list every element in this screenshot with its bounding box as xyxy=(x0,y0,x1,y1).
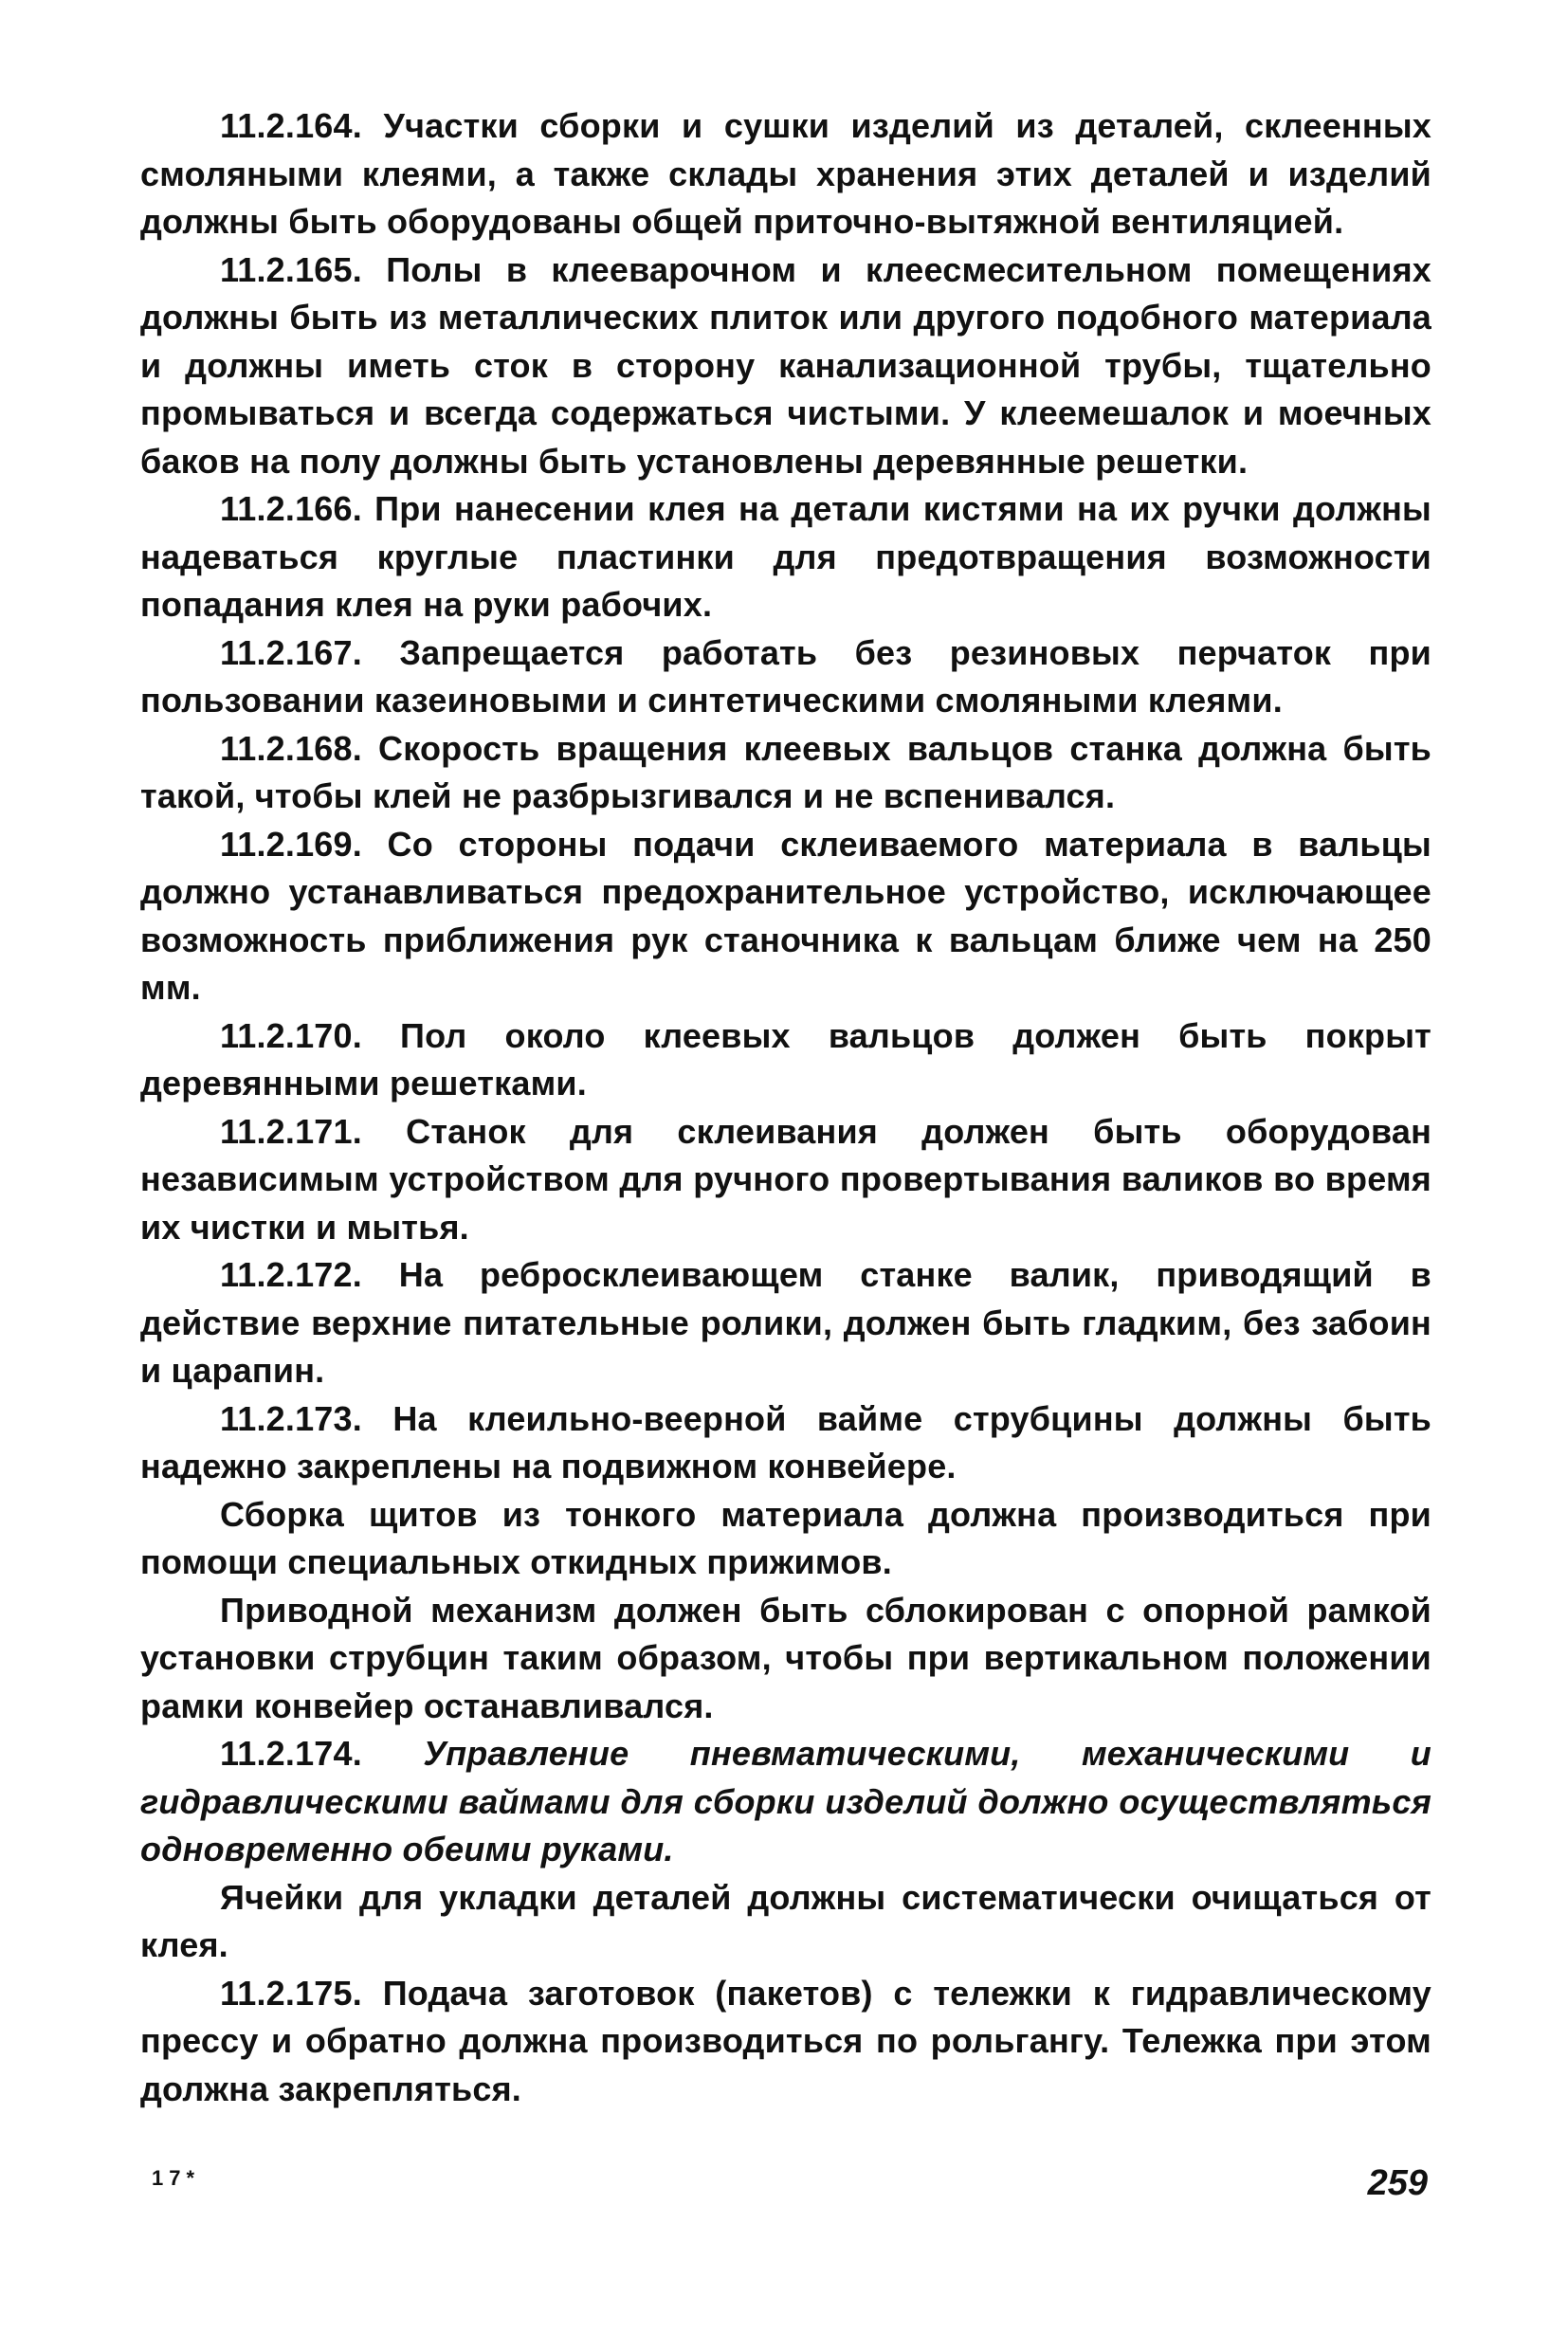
clause-text: Со стороны подачи склеиваемого материала в вальцы должно устанавливаться предохранительное устройство, исключающее возможность приближения рук станочника к вальцам ближе чем на 250 мм. xyxy=(140,824,1431,1007)
paragraph-11-2-167 xyxy=(140,629,1431,725)
clause-number: 11.2.171. xyxy=(220,1111,362,1151)
paragraph-11-2-168 xyxy=(140,725,1431,821)
clause-text: Станок для склеивания должен быть оборудован независимым устройством для ручного провертывания валиков во время их чистки и мытья. xyxy=(140,1111,1432,1247)
clause-number: 11.2.166. xyxy=(220,489,362,528)
clause-number: 11.2.173. xyxy=(220,1398,362,1438)
paragraph-11-2-165 xyxy=(140,246,1431,486)
clause-number: 11.2.170. xyxy=(220,1015,362,1055)
clause-number: 11.2.169. xyxy=(220,824,362,864)
clause-text: На клеильно-веерной вайме струбцины должны быть надежно закреплены на подвижном конвейере. xyxy=(140,1398,1431,1485)
paragraph-drive-mechanism xyxy=(140,1587,1431,1731)
clause-number: 11.2.167. xyxy=(220,632,362,672)
clause-text: Участки сборки и сушки изделий из деталей, склеенных смоляными клеями, а также склады хранения этих деталей и изделий должны быть оборудованы общей приточно-вытяжной вентиляцией. xyxy=(140,106,1431,241)
paragraph-11-2-173 xyxy=(140,1395,1431,1491)
paragraph-11-2-174 xyxy=(140,1730,1431,1874)
clause-number: 11.2.165. xyxy=(220,249,362,289)
clause-number: 11.2.168. xyxy=(220,728,362,768)
paragraph-11-2-169 xyxy=(140,821,1431,1012)
clause-text: Скорость вращения клеевых вальцов станка должна быть такой, чтобы клей не разбрызгивался и не вспенивался. xyxy=(140,728,1431,815)
clause-number: 11.2.172. xyxy=(220,1255,362,1294)
body-text xyxy=(140,102,1431,2113)
clause-text: При нанесении клея на детали кистями на их ручки должны надеваться круглые пластинки для предотвращения возможности попадания клея на руки рабочих. xyxy=(140,489,1431,624)
clause-number: 11.2.164. xyxy=(220,106,362,145)
paragraph-11-2-171 xyxy=(140,1108,1431,1252)
clause-number: 11.2.175. xyxy=(220,1973,362,2013)
clause-text: Управление пневматическими, механическими и гидравлическими ваймами для сборки изделий должно осуществляться одновременно обеими руками. xyxy=(140,1734,1432,1868)
paragraph-shield-assembly xyxy=(140,1491,1431,1587)
clause-number: 11.2.174. xyxy=(220,1734,362,1773)
paragraph-11-2-175 xyxy=(140,1970,1431,2114)
paragraph-11-2-170 xyxy=(140,1012,1431,1108)
clause-text: Пол около клеевых вальцов должен быть покрыт деревянными решетками. xyxy=(140,1015,1432,1103)
clause-text: Полы в клееварочном и клеесмесительном помещениях должны быть из металлических плиток или другого подобного материала и должны иметь сток в сторону канализационной трубы, тщательно промываться и всегда содержаться чистыми. У клеемешалок и моечных баков на полу должны быть установлены деревянные решетки. xyxy=(140,249,1431,481)
paragraph-11-2-166 xyxy=(140,485,1431,629)
clause-text: Запрещается работать без резиновых перчаток при пользовании казеиновыми и синтетическими смоляными клеями. xyxy=(140,632,1432,720)
clause-text: Ячейки для укладки деталей должны систематически очищаться от клея. xyxy=(140,1877,1431,1964)
clause-text: Подача заготовок (пакетов) с тележки к гидравлическому прессу и обратно должна производиться по рольгангу. Тележка при этом должна закрепляться. xyxy=(140,1973,1431,2108)
clause-text: Сборка щитов из тонкого материала должна производиться при помощи специальных откидных прижимов. xyxy=(140,1494,1431,1581)
clause-text: На ребросклеивающем станке валик, приводящий в действие верхние питательные ролики, должен быть гладким, без забоин и царапин. xyxy=(140,1255,1432,1390)
paragraph-cells-cleaning xyxy=(140,1874,1431,1970)
page-number: 259 xyxy=(1367,2163,1428,2203)
paragraph-11-2-164 xyxy=(140,102,1431,246)
paragraph-11-2-172 xyxy=(140,1251,1431,1395)
clause-text: Приводной механизм должен быть сблокирован с опорной рамкой установки струбцин таким образом, чтобы при вертикальном положении рамки конвейер останавливался. xyxy=(140,1590,1431,1725)
signature-mark: 17* xyxy=(152,2166,201,2190)
